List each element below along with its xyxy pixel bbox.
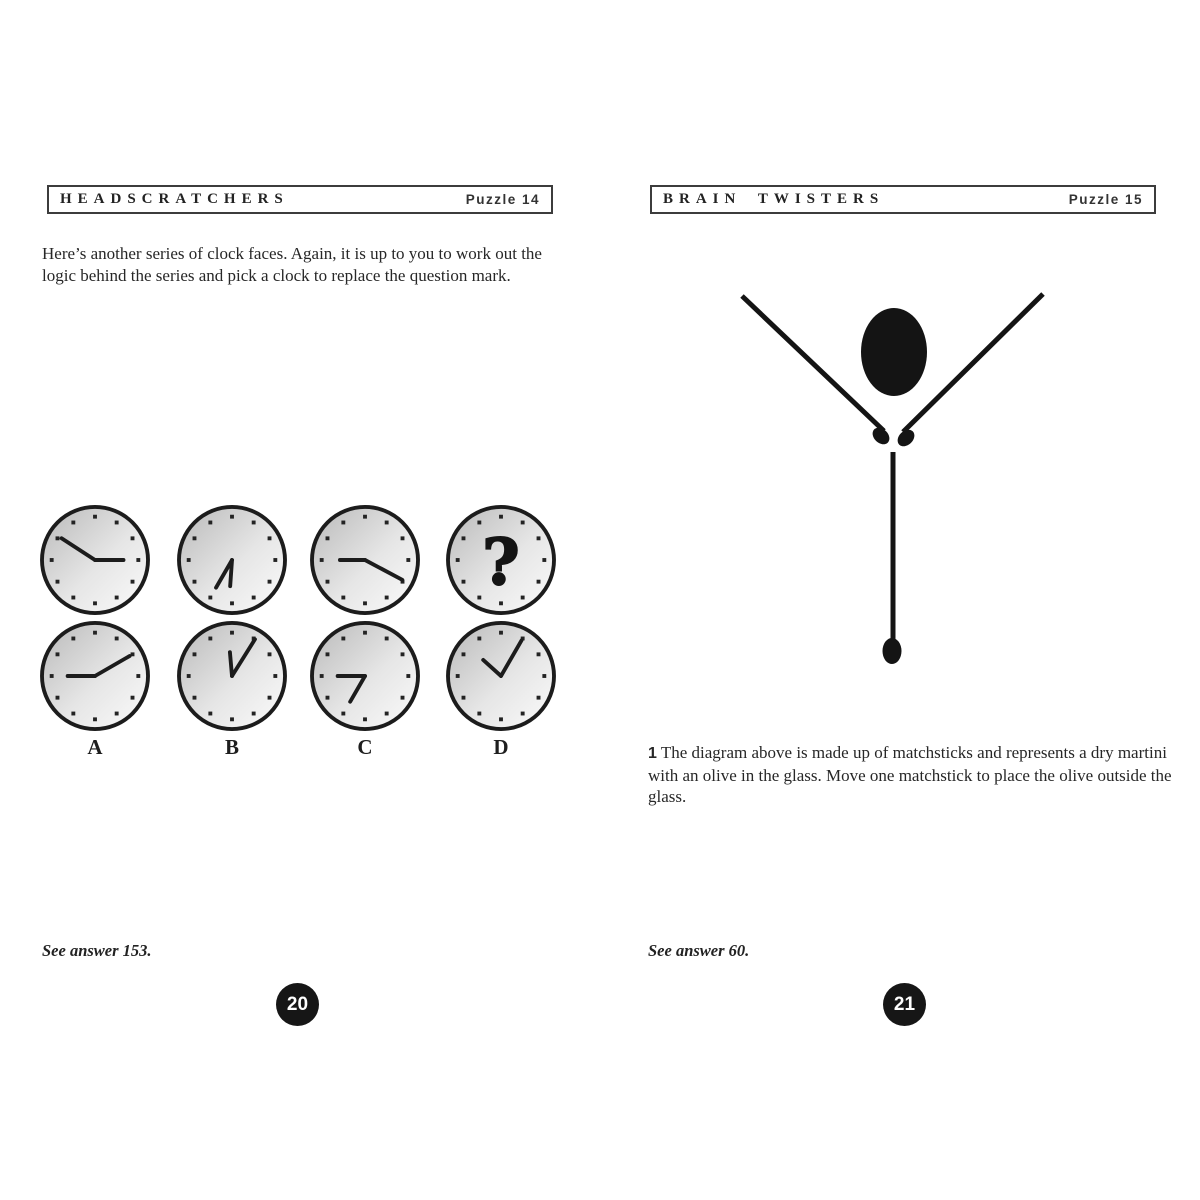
clock-tick (71, 521, 75, 525)
clock-tick (499, 717, 503, 721)
clock-tick (477, 637, 481, 641)
clock-tick (268, 580, 272, 584)
clock-tick (341, 521, 345, 525)
clock-tick (341, 637, 345, 641)
clock-face (175, 619, 289, 733)
clock-tick (363, 515, 367, 519)
right-puzzle-text-body: The diagram above is made up of matchsticks and represents a dry martini with an olive in the glass. Move one matchstick to place the olive outside the glass. (648, 743, 1172, 806)
martini-glass-matchsticks-icon (700, 280, 1080, 670)
clock-tick (115, 712, 119, 716)
clock-tick (71, 596, 75, 600)
right-header-title: BRAIN TWISTERS (663, 191, 885, 207)
left-see-answer: See answer 153. (42, 941, 152, 960)
clock-tick (230, 717, 234, 721)
left-header-title: HEADSCRATCHERS (60, 191, 289, 207)
clock-tick (477, 521, 481, 525)
clock-tick (326, 580, 330, 584)
option-label-b: B (224, 735, 240, 759)
clock-tick (93, 717, 97, 721)
clock-tick (187, 674, 191, 678)
clock-tick (320, 674, 324, 678)
clock-tick (537, 652, 541, 656)
clock-tick (537, 580, 541, 584)
option-label-c: C (357, 735, 373, 759)
option-label-d: D (493, 735, 509, 759)
clock-tick (385, 712, 389, 716)
clock-tick (208, 712, 212, 716)
clock-tick (252, 521, 256, 525)
clock-tick (50, 558, 54, 562)
clock-face (444, 619, 558, 733)
clock-hand (230, 560, 232, 586)
clock-tick (115, 596, 119, 600)
clock-face (308, 619, 422, 733)
clock-tick (363, 717, 367, 721)
clock-tick (363, 631, 367, 635)
right-page-number: 21 (883, 983, 926, 1026)
clock-tick (462, 536, 466, 540)
clock-tick (71, 637, 75, 641)
clock-tick (268, 696, 272, 700)
clock-tick (56, 652, 60, 656)
clock-tick (230, 631, 234, 635)
clock-hand (230, 652, 232, 676)
clock-tick (477, 712, 481, 716)
clock-tick (341, 712, 345, 716)
clock-tick (136, 558, 140, 562)
clock-tick (521, 521, 525, 525)
clock-tick (385, 596, 389, 600)
clock-tick (499, 631, 503, 635)
clock-tick (131, 696, 135, 700)
clock-tick (406, 674, 410, 678)
clock-tick (56, 536, 60, 540)
clock-tick (268, 652, 272, 656)
question-mark-glyph: ? (482, 524, 520, 600)
clock-face (308, 503, 422, 617)
right-puzzle-text (648, 742, 1172, 808)
clock-face (38, 503, 152, 617)
clock-tick (56, 580, 60, 584)
clock-tick (136, 674, 140, 678)
clock-tick (56, 696, 60, 700)
clock-tick (131, 580, 135, 584)
clock-tick (406, 558, 410, 562)
right-header (650, 185, 1156, 214)
clock-tick (230, 601, 234, 605)
clock-tick (401, 652, 405, 656)
clock-tick (341, 596, 345, 600)
clock-tick (208, 637, 212, 641)
clock-tick (93, 515, 97, 519)
clock-tick (456, 674, 460, 678)
matchstick-head (883, 638, 902, 664)
clock-tick (93, 631, 97, 635)
right-see-answer: See answer 60. (648, 941, 750, 960)
puzzle-item-number: 1 (648, 745, 657, 762)
clock-tick (252, 596, 256, 600)
clock-tick (521, 712, 525, 716)
left-intro-text: Here’s another series of clock faces. Again, it is up to you to work out the logic behind the series and pick a clock to replace the question mark. (42, 244, 542, 285)
clock-tick (273, 558, 277, 562)
clock-tick (115, 637, 119, 641)
clock-tick (385, 521, 389, 525)
clock-tick (521, 596, 525, 600)
clock-question-mark (444, 503, 558, 617)
clock-tick (537, 696, 541, 700)
clock-tick (71, 712, 75, 716)
clock-tick (499, 601, 503, 605)
clock-tick (542, 674, 546, 678)
clock-tick (401, 696, 405, 700)
clock-tick (320, 558, 324, 562)
clock-tick (462, 696, 466, 700)
clock-tick (230, 515, 234, 519)
clock-tick (385, 637, 389, 641)
clock-tick (363, 601, 367, 605)
clock-face (175, 503, 289, 617)
clock-tick (477, 596, 481, 600)
clock-tick (50, 674, 54, 678)
clock-face (38, 619, 152, 733)
clock-tick (193, 696, 197, 700)
clock-tick (326, 652, 330, 656)
clock-tick (252, 712, 256, 716)
clock-tick (193, 652, 197, 656)
clock-tick (326, 696, 330, 700)
clock-tick (93, 601, 97, 605)
clock-tick (193, 580, 197, 584)
clock-tick (456, 558, 460, 562)
clock-tick (115, 521, 119, 525)
clock-tick (268, 536, 272, 540)
option-label-a: A (87, 735, 103, 759)
clock-tick (208, 596, 212, 600)
left-header-puzzle-number: Puzzle 14 (465, 192, 540, 207)
left-header (47, 185, 553, 214)
clock-tick (273, 674, 277, 678)
clock-tick (462, 652, 466, 656)
clock-tick (462, 580, 466, 584)
clock-tick (208, 521, 212, 525)
clock-tick (537, 536, 541, 540)
clock-tick (401, 536, 405, 540)
olive (861, 308, 927, 396)
right-header-puzzle-number: Puzzle 15 (1068, 192, 1143, 207)
clock-tick (499, 515, 503, 519)
left-page-number: 20 (276, 983, 319, 1026)
clock-tick (193, 536, 197, 540)
clock-tick (187, 558, 191, 562)
martini-matchstick-figure (700, 280, 1080, 670)
clock-tick (326, 536, 330, 540)
clock-tick (542, 558, 546, 562)
clock-tick (131, 536, 135, 540)
